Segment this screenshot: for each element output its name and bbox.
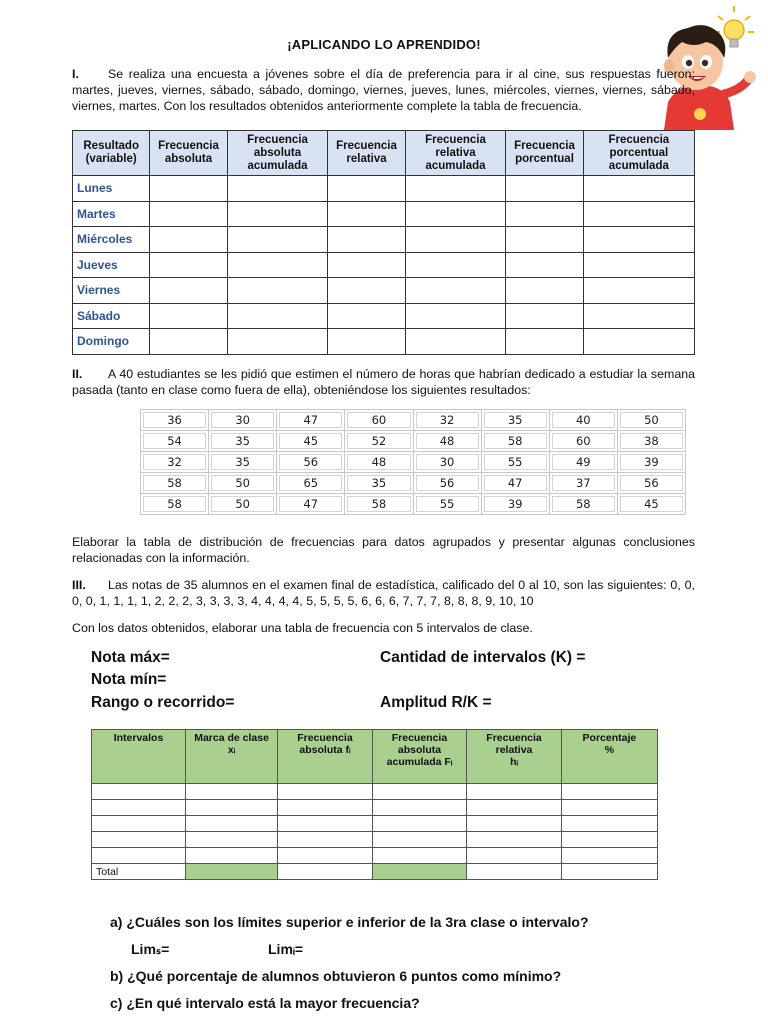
input-cell[interactable] [185,784,277,800]
input-cell[interactable] [583,227,694,253]
day-label: Martes [73,201,150,227]
input-cell[interactable] [467,864,562,880]
total-row [92,864,658,880]
total-label: Total [92,864,186,880]
grouped-frequency-table [91,729,658,880]
header-resultado: Resultado (variable) [73,131,150,176]
input-cell[interactable] [405,278,506,304]
data-cell: 50 [209,494,277,515]
input-cell[interactable] [328,201,405,227]
data-cell: 48 [345,452,413,473]
question-c: c) ¿En qué intervalo está la mayor frecuencia? [110,995,420,1011]
input-cell[interactable] [227,329,328,355]
input-cell[interactable] [328,303,405,329]
day-label: Viernes [73,278,150,304]
hours-data-table [140,409,686,515]
header-frecuencia-absoluta-acumulada: Frecuencia absoluta acumulada Fᵢ [372,730,467,784]
input-cell[interactable] [150,227,227,253]
input-cell[interactable] [150,252,227,278]
header-frecuencia-porcentual: Frecuencia porcentual [506,131,583,176]
page-title: ¡APLICANDO LO APRENDIDO! [287,37,481,52]
input-cell[interactable] [185,832,277,848]
input-cell[interactable] [185,816,277,832]
data-cell: 35 [209,452,277,473]
input-cell[interactable] [185,800,277,816]
table-row [73,201,695,227]
input-cell[interactable] [506,227,583,253]
input-cell[interactable] [185,848,277,864]
table-row [141,494,686,515]
data-cell: 58 [141,494,209,515]
data-cell: 58 [345,494,413,515]
input-cell[interactable] [372,816,467,832]
input-cell[interactable] [150,201,227,227]
nota-min-label: Nota mín= [91,671,167,688]
input-cell[interactable] [405,252,506,278]
data-cell: 32 [413,410,481,431]
data-cell: 55 [413,494,481,515]
input-cell[interactable] [506,176,583,202]
table-row [92,800,658,816]
day-label: Domingo [73,329,150,355]
section-3-text [72,577,695,609]
input-cell[interactable] [467,784,562,800]
input-cell[interactable] [372,864,467,880]
input-cell[interactable] [467,816,562,832]
input-cell[interactable] [506,303,583,329]
table-row [141,452,686,473]
input-cell[interactable] [92,816,186,832]
header-porcentaje: Porcentaje % [561,730,657,784]
header-frecuencia-relativa-acumulada: Frecuencia relativa acumulada [405,131,506,176]
data-cell: 50 [617,410,685,431]
data-cell: 47 [481,473,549,494]
input-cell[interactable] [227,201,328,227]
data-cell: 36 [141,410,209,431]
header-frecuencia-absoluta: Frecuencia absoluta [150,131,227,176]
input-cell[interactable] [328,329,405,355]
data-cell: 52 [345,431,413,452]
table-row [92,832,658,848]
table-row [141,410,686,431]
data-cell: 50 [209,473,277,494]
data-cell: 56 [413,473,481,494]
input-cell[interactable] [92,848,186,864]
input-cell[interactable] [278,784,373,800]
data-cell: 58 [481,431,549,452]
data-cell: 55 [481,452,549,473]
data-cell: 35 [345,473,413,494]
input-cell[interactable] [583,278,694,304]
data-cell: 35 [209,431,277,452]
input-cell[interactable] [405,176,506,202]
data-cell: 56 [277,452,345,473]
data-cell: 37 [549,473,617,494]
data-cell: 38 [617,431,685,452]
data-cell: 35 [481,410,549,431]
rango-label: Rango o recorrido= [91,694,235,711]
section-2-body: A 40 estudiantes se les pidió que estimen el número de horas que habrían dedicado a estudiar la semana pasada (tanto en clase como fuera de ella), obteniéndose los siguientes resultados: [72,367,695,397]
section-1-body: Se realiza una encuesta a jóvenes sobre el día de preferencia para ir al cine, sus respuestas fueron: martes, jueves, viernes, sábado, sábado, domingo, viernes, jueves, lunes, miércoles, viernes, viernes, sábado, viernes, martes. Con los resultados obtenidos anteriormente complete la tabla de frecuencia. [72,67,695,113]
header-frecuencia-absoluta: Frecuencia absoluta fᵢ [278,730,373,784]
table-row [141,473,686,494]
data-cell: 39 [617,452,685,473]
input-cell[interactable] [583,303,694,329]
data-cell: 30 [413,452,481,473]
input-cell[interactable] [227,176,328,202]
input-cell[interactable] [278,832,373,848]
input-cell[interactable] [150,176,227,202]
header-frecuencia-absoluta-acumulada: Frecuencia absoluta acumulada [227,131,328,176]
day-label: Jueves [73,252,150,278]
section-3-body: Las notas de 35 alumnos en el examen final de estadística, calificado del 0 al 10, son las siguientes: 0, 0, 0, 0, 1, 1, 1, 1, 2, 2, 2, 3, 3, 3, 3, 4, 4, 4, 4, 5, 5, 5, 5, 6, 6, 6, 7, 7, 7, 8, 8, 8, 9, 10, 10 [72,578,695,608]
input-cell[interactable] [150,278,227,304]
input-cell[interactable] [506,252,583,278]
input-cell[interactable] [372,800,467,816]
data-cell: 45 [617,494,685,515]
data-cell: 48 [413,431,481,452]
table-row [73,303,695,329]
input-cell[interactable] [328,278,405,304]
table-row [92,784,658,800]
table-row [92,848,658,864]
data-cell: 60 [345,410,413,431]
input-cell[interactable] [405,227,506,253]
data-cell: 58 [141,473,209,494]
question-b: b) ¿Qué porcentaje de alumnos obtuvieron 6 puntos como mínimo? [110,968,562,984]
data-cell: 60 [549,431,617,452]
input-cell[interactable] [278,848,373,864]
input-cell[interactable] [227,227,328,253]
input-cell[interactable] [328,227,405,253]
nota-max-label: Nota máx= [91,649,170,666]
table-row [73,329,695,355]
input-cell[interactable] [405,201,506,227]
data-cell: 32 [141,452,209,473]
data-cell: 30 [209,410,277,431]
data-cell: 65 [277,473,345,494]
input-cell[interactable] [150,329,227,355]
input-cell[interactable] [561,832,657,848]
table-row [73,176,695,202]
data-cell: 45 [277,431,345,452]
cantidad-intervalos-label: Cantidad de intervalos (K) = [380,649,586,666]
input-cell[interactable] [506,201,583,227]
table-row [92,816,658,832]
input-cell[interactable] [227,278,328,304]
data-cell: 39 [481,494,549,515]
input-cell[interactable] [278,864,373,880]
input-cell[interactable] [561,816,657,832]
data-cell: 40 [549,410,617,431]
input-cell[interactable] [405,303,506,329]
data-cell: 49 [549,452,617,473]
input-cell[interactable] [278,800,373,816]
data-cell: 47 [277,410,345,431]
amplitud-label: Amplitud R/K = [380,694,492,711]
lim-superior-label: Limₛ= [131,941,170,957]
frequency-table-days [72,130,695,355]
header-frecuencia-relativa: Frecuencia relativa hᵢ [467,730,562,784]
input-cell[interactable] [92,800,186,816]
header-frecuencia-relativa: Frecuencia relativa [328,131,405,176]
data-cell: 56 [617,473,685,494]
input-cell[interactable] [583,329,694,355]
section-2-number: II. [72,367,83,381]
input-cell[interactable] [372,848,467,864]
input-cell[interactable] [328,252,405,278]
lim-inferior-label: Limᵢ= [268,941,304,957]
input-cell[interactable] [185,864,277,880]
input-cell[interactable] [405,329,506,355]
input-cell[interactable] [92,832,186,848]
input-cell[interactable] [561,848,657,864]
section-3-number: III. [72,578,86,592]
input-cell[interactable] [561,800,657,816]
input-cell[interactable] [278,816,373,832]
header-marca-de-clase: Marca de clase xᵢ [185,730,277,784]
header-frecuencia-porcentual-acumulada: Frecuencia porcentual acumulada [583,131,694,176]
input-cell[interactable] [583,176,694,202]
input-cell[interactable] [506,329,583,355]
day-label: Sábado [73,303,150,329]
section-1-number: I. [72,67,79,81]
input-cell[interactable] [92,784,186,800]
table-row [73,227,695,253]
day-label: Miércoles [73,227,150,253]
input-cell[interactable] [372,832,467,848]
input-cell[interactable] [227,252,328,278]
input-cell[interactable] [583,252,694,278]
table-row [73,252,695,278]
data-cell: 58 [549,494,617,515]
table-row [73,278,695,304]
input-cell[interactable] [561,784,657,800]
section-1-text [72,66,695,114]
input-cell[interactable] [328,176,405,202]
input-cell[interactable] [227,303,328,329]
input-cell[interactable] [583,201,694,227]
section-2-text [72,366,695,398]
section-2-instruction: Elaborar la tabla de distribución de frecuencias para datos agrupados y presentar algunas conclusiones relacionadas con la información. [72,535,695,565]
section-3-instruction: Con los datos obtenidos, elaborar una tabla de frecuencia con 5 intervalos de clase. [72,621,533,635]
input-cell[interactable] [150,303,227,329]
data-cell: 47 [277,494,345,515]
input-cell[interactable] [506,278,583,304]
input-cell[interactable] [467,848,562,864]
table-row [141,431,686,452]
input-cell[interactable] [467,800,562,816]
day-label: Lunes [73,176,150,202]
input-cell[interactable] [467,832,562,848]
input-cell[interactable] [561,864,657,880]
header-intervalos: Intervalos [92,730,186,784]
question-a: a) ¿Cuáles son los límites superior e inferior de la 3ra clase o intervalo? [110,914,589,930]
data-cell: 54 [141,431,209,452]
input-cell[interactable] [372,784,467,800]
